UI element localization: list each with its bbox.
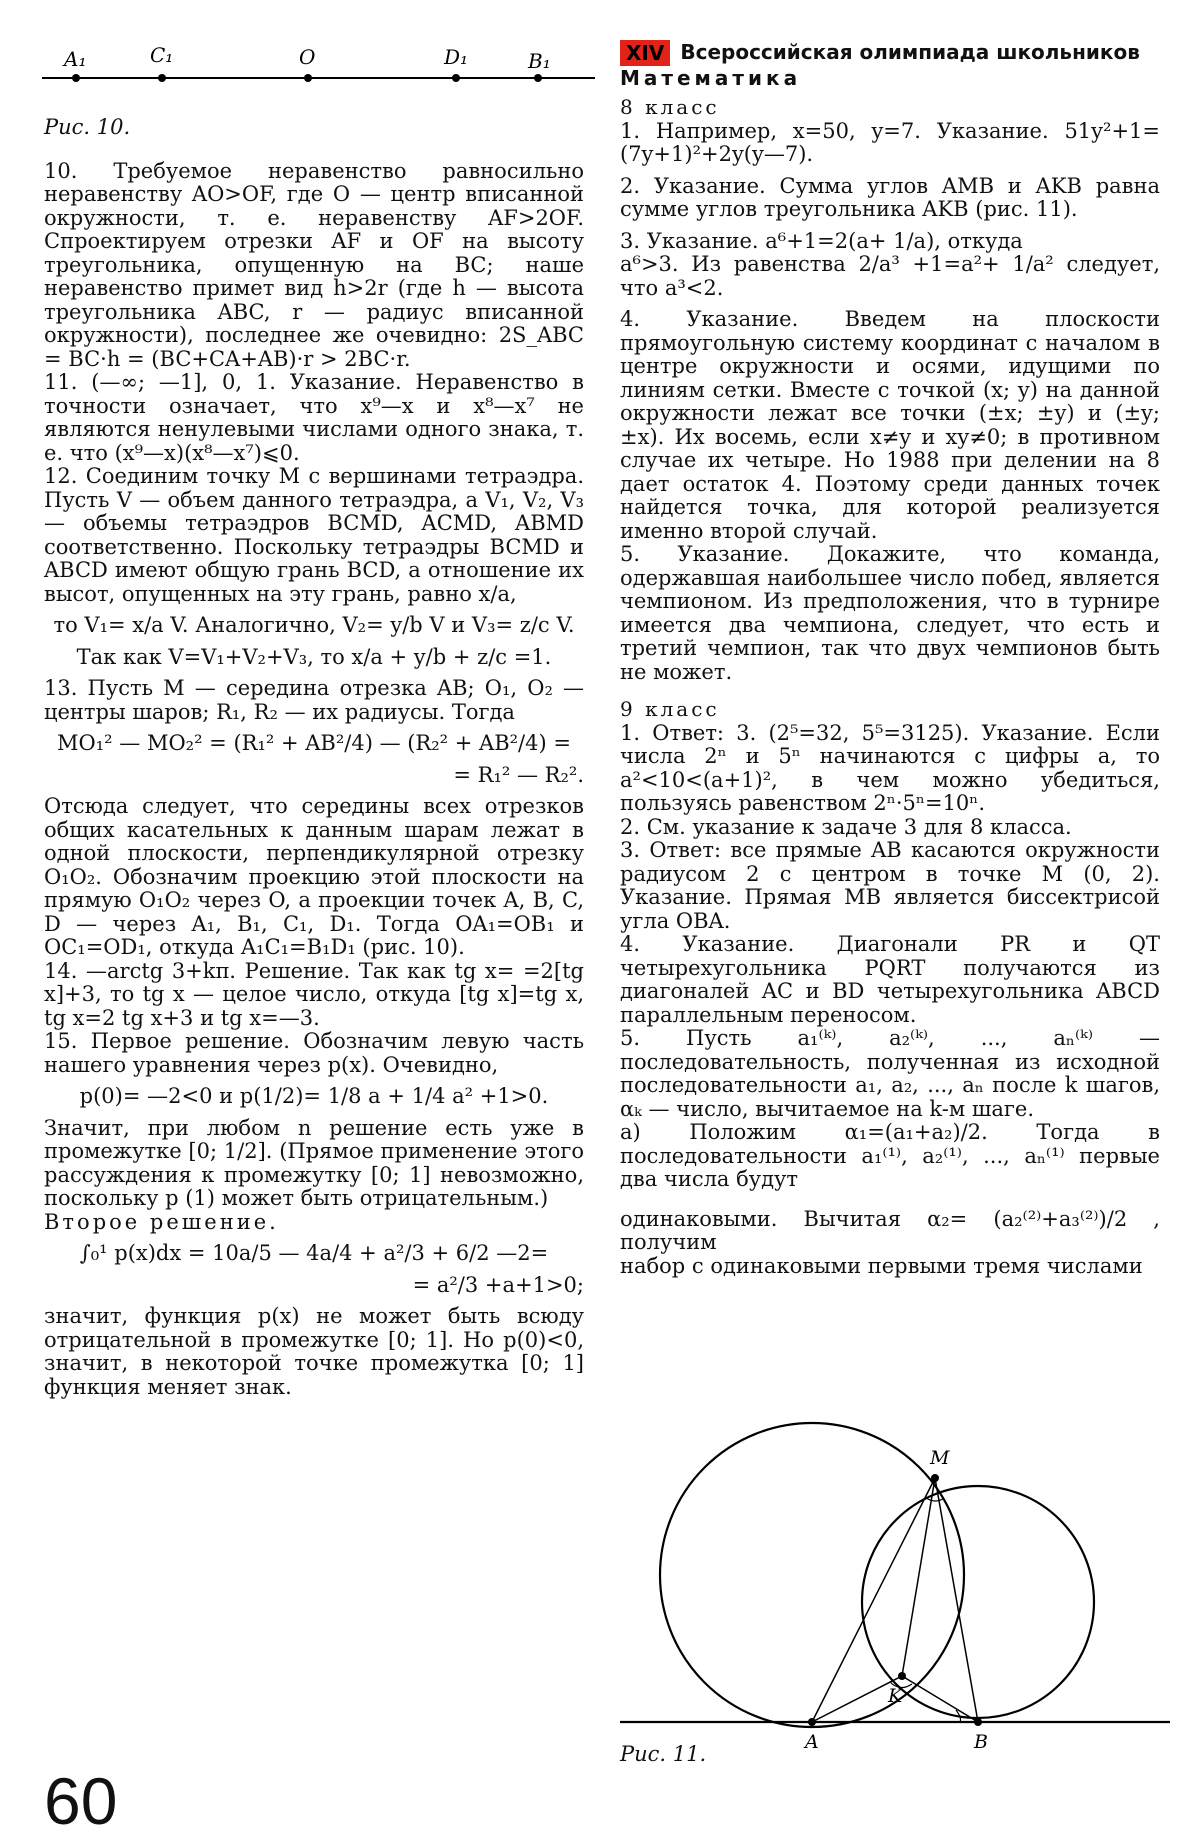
fig11-point-b [974, 1718, 982, 1726]
grade9-problem-2: 2. См. указание к задаче 3 для 8 класса. [620, 814, 1072, 839]
solution-13-eq1: MO₁² — MO₂² = (R₁² + AB²/4) — (R₂² + AB²/4) = [57, 731, 571, 755]
solution-10: 10. Требуемое неравенство равносильно неравенству AO>OF, где O — центр вписанной окружности, т. е. неравенству AF>2OF. Спроектируем отрезки AF и OF на высоту треугольника, опущенную на BC; наше неравенство примет вид h>2r (где h — высота треугольника ABC, r — радиус вписанной окружности), последнее же очевидно: 2S_ABC = BC·h = (BC+CA+AB)·r > 2BC·r. [44, 158, 584, 371]
figure-11 [600, 1400, 1190, 1753]
fig11-point-k [898, 1672, 906, 1680]
grade8-problem-4: 4. Указание. Введем на плоскости прямоугольную систему координат с началом в центре окружности и осями, идущими по линиям сетки. Вместе с точкой (x; y) на данной окружности лежат все точки (±x; ±y) и (±y; ±x). Их восемь, если x≠y и xy≠0; в противном случае их четыре. Но 1988 при делении на 8 дает остаток 4. Поэтому среди данных точек найдется точка, для которой реализуется именно второй случай. [620, 307, 1160, 543]
grade8-problem-5: 5. Указание. Докажите, что команда, одержавшая наибольшее число побед, является чемпионом. Из предположения, что в турнире имеется два чемпиона, следует, что есть и третий чемпион, так что двух чемпионов быть не может. [620, 542, 1160, 684]
fig10-caption: Рис. 10. [44, 115, 131, 139]
grade9-problem-3: 3. Ответ: все прямые AB касаются окружности радиусом 2 с центром в точке M (0, 2). Указание. Прямая MB является биссектрисой угла OBA. [620, 838, 1160, 933]
solution-13-eq2: = R₁² — R₂². [453, 762, 584, 787]
fig10-point-o [304, 74, 312, 82]
solution-11: 11. (—∞; —1], 0, 1. Указание. Неравенство в точности означает, что x⁹—x и x⁸—x⁷ не являются ненулевыми числами одного знака, т. е. что (x⁹—x)(x⁸—x⁷)⩽0. [44, 370, 584, 465]
page-number: 60 [44, 1764, 118, 1838]
right-column [620, 40, 1160, 1278]
fig10-label-a1: A₁ [64, 47, 87, 71]
grade9-problem-5a: 5. Пусть a₁⁽ᵏ⁾, a₂⁽ᵏ⁾, ..., aₙ⁽ᵏ⁾ — последовательность, полученная из исходной последовательности a₁, a₂, ..., aₙ после k шагов, αₖ — число, вычитаемое на k-м шаге. [620, 1026, 1160, 1121]
solution-12b: то V₁= x/a V. Аналогично, V₂= y/b V и V₃= z/c V. [53, 613, 575, 637]
fig11-label-a: A [805, 1731, 819, 1753]
solution-15-eq: p(0)= —2<0 и p(1/2)= 1/8 a + 1/4 a² +1>0. [79, 1084, 549, 1108]
fig11-right-circle [862, 1486, 1094, 1718]
fig10-label-o: O [299, 45, 316, 69]
grade9-problem-5c: одинаковыми. Вычитая α₂= (a₂⁽²⁾+a₃⁽²⁾)/2 , получим [620, 1206, 1160, 1254]
fig11-label-m: M [930, 1447, 950, 1469]
fig11-segment-mk [902, 1478, 935, 1676]
fig10-point-c1 [158, 74, 166, 82]
fig10-label-d1: D₁ [444, 45, 469, 69]
grade8-problem-2: 2. Указание. Сумма углов AMB и AKB равна сумме углов треугольника AKB (рис. 11). [620, 173, 1160, 221]
fig10-point-d1 [452, 74, 460, 82]
grade9-problem-4: 4. Указание. Диагонали PR и QT четырехугольника PQRT получаются из диагоналей AC и BD четырехугольника ABCD параллельным переносом. [620, 932, 1160, 1027]
olympiad-title: Всероссийская олимпиада школьников [680, 40, 1140, 64]
solution-15-int2: = a²/3 +a+1>0; [412, 1272, 584, 1297]
olympiad-number-badge: XIV [620, 40, 670, 66]
solution-15b: Значит, при любом n решение есть уже в промежутке [0; 1/2]. (Прямое применение этого рассуждения к промежутку [0; 1] невозможно, поскольку p (1) может быть отрицательным.) [44, 1115, 584, 1210]
subject-title: Математика [620, 66, 802, 90]
grade9-problem-1: 1. Ответ: 3. (2⁵=32, 5⁵=3125). Указание. Если числа 2ⁿ и 5ⁿ начинаются с цифры a, то a²<10<(a+1)², в чем можно убедиться, пользуясь равенством 2ⁿ·5ⁿ=10ⁿ. [620, 720, 1160, 815]
solution-15d: значит, функция p(x) не может быть всюду отрицательной в промежутке [0; 1]. Но p(0)<0, значит, в некоторой точке промежутка [0; 1] функция меняет знак. [44, 1304, 584, 1399]
solution-15c: Второе решение. [44, 1209, 279, 1234]
solution-12c: Так как V=V₁+V₂+V₃, то x/a + y/b + z/c =1. [76, 644, 552, 669]
solution-12a: 12. Соединим точку M с вершинами тетраэдра. Пусть V — объем данного тетраэдра, а V₁, V₂, V₃ — объемы тетраэдров BCMD, ACMD, ABMD соответственно. Поскольку тетраэдры BCMD и ABCD имеют общую грань BCD, а отношение их высот, опущенных на эту грань, равно x/a, [44, 464, 584, 606]
grade-8-heading: 8 класс [620, 95, 720, 119]
fig10-label-b1: B₁ [528, 49, 551, 73]
grade9-problem-5d: набор с одинаковыми первыми тремя числами [620, 1253, 1143, 1278]
grade8-problem-3a: 3. Указание. a⁶+1=2(a+ 1/a), откуда [620, 228, 1023, 253]
fig11-caption: Рис. 11. [620, 1742, 707, 1766]
left-column [44, 116, 584, 1399]
solution-13b: Отсюда следует, что середины всех отрезков общих касательных к данным шарам лежат в одной плоскости, перпендикулярной отрезку O₁O₂. Обозначим проекцию этой плоскости на прямую O₁O₂ через O, а проекции точек A, B, C, D — через A₁, B₁, C₁, D₁. Тогда OA₁=OB₁ и OC₁=OD₁, откуда A₁C₁=B₁D₁ (рис. 10). [44, 794, 584, 959]
fig10-label-c1: C₁ [150, 43, 174, 67]
fig11-segment-bm [935, 1478, 978, 1722]
figure-10 [40, 40, 600, 90]
fig11-label-k: K [888, 1685, 903, 1707]
solution-15-int1: ∫₀¹ p(x)dx = 10a/5 — 4a/4 + a²/3 + 6/2 —2= [79, 1241, 549, 1265]
solution-15a: 15. Первое решение. Обозначим левую часть нашего уравнения через p(x). Очевидно, [44, 1029, 584, 1077]
fig11-angle-mark-m [926, 1498, 944, 1501]
fig11-point-a [808, 1718, 816, 1726]
section-header [620, 40, 1160, 66]
fig11-point-m [931, 1474, 939, 1482]
solution-13a: 13. Пусть M — середина отрезка AB; O₁, O₂ — центры шаров; R₁, R₂ — их радиусы. Тогда [44, 676, 584, 724]
grade8-problem-3b: a⁶>3. Из равенства 2/a³ +1=a²+ 1/a² следует, что a³<2. [620, 252, 1160, 300]
fig10-point-b1 [534, 74, 542, 82]
fig11-label-b: B [974, 1731, 988, 1753]
grade8-problem-1: 1. Например, x=50, y=7. Указание. 51y²+1=(7y+1)²+2y(y—7). [620, 118, 1160, 166]
grade9-problem-5b: а) Положим α₁=(a₁+a₂)/2. Тогда в последовательности a₁⁽¹⁾, a₂⁽¹⁾, ..., aₙ⁽¹⁾ первые два числа будут [620, 1120, 1160, 1191]
grade-9-heading: 9 класс [620, 697, 720, 721]
solution-14: 14. —arctg 3+kπ. Решение. Так как tg x= =2[tg x]+3, то tg x — целое число, откуда [tg x]=tg x, tg x=2 tg x+3 и tg x=—3. [44, 958, 584, 1030]
fig10-point-a1 [72, 74, 80, 82]
